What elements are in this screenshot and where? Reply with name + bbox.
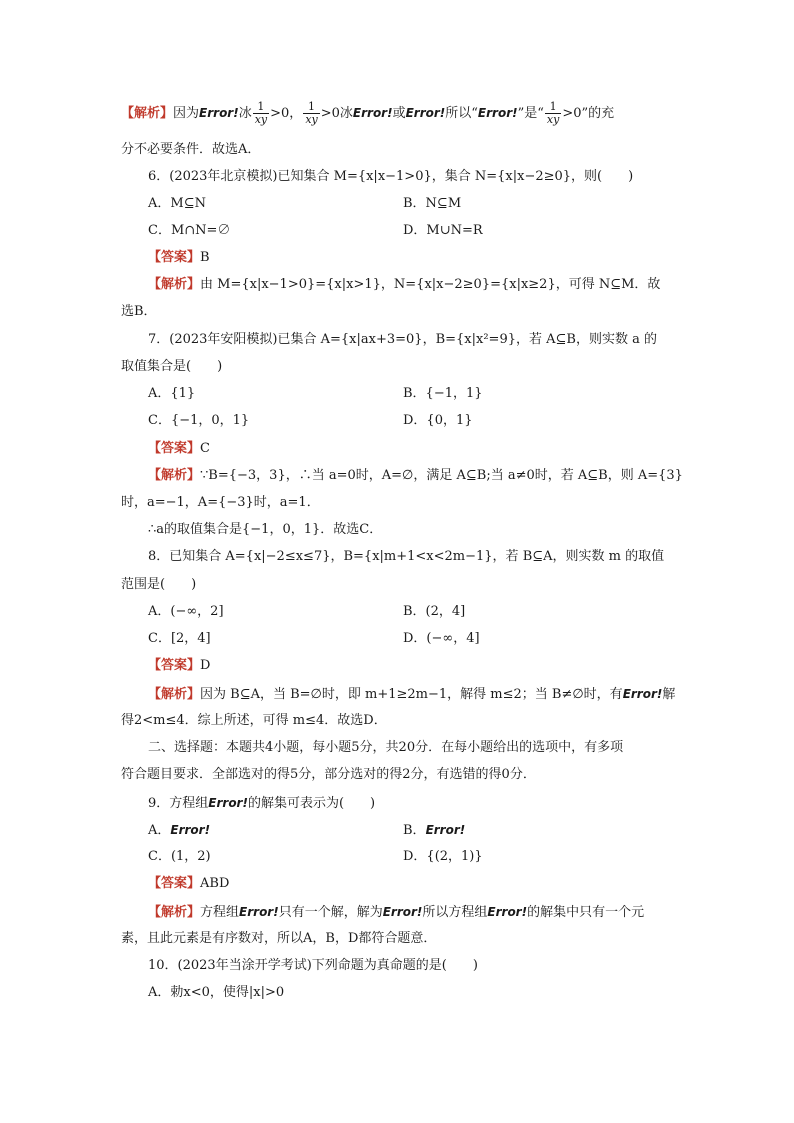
q9-option-b: B．Error!: [403, 823, 466, 838]
error-placeholder: Error!: [239, 905, 279, 919]
error-placeholder: Error!: [170, 823, 211, 837]
fraction: $\frac{1}{xy}$: [305, 100, 318, 126]
q8-answer: 【答案】D: [148, 658, 211, 673]
q7-answer: 【答案】C: [148, 441, 210, 456]
q6-option-a: A．M⊆N: [148, 196, 206, 211]
q8-stem-1: 8．已知集合 A={x|−2≤x≤7}，B={x|m+1<x<2m−1}，若 B⊆A，则实数 m 的取值: [148, 549, 665, 564]
q6-analysis-line-1: 【解析】由 M={x|x−1>0}={x|x>1}，N={x|x−2≥0}={x|x≥2}，可得 N⊆M．故: [148, 277, 661, 292]
q9-stem: 9．方程组Error!的解集可表示为( ): [148, 796, 376, 811]
error-placeholder: Error!: [425, 823, 466, 837]
error-placeholder: Error!: [477, 106, 518, 120]
q6-option-b: B．N⊆M: [403, 196, 462, 211]
q6-stem: 6．(2023年北京模拟)已知集合 M={x|x−1>0}，集合 N={x|x−2≥0}，则( ): [148, 169, 634, 184]
q5-analysis-line-2: 分不必要条件．故选A．: [121, 142, 261, 157]
q9-option-c: C．(1，2): [148, 849, 211, 864]
q7-stem-1: 7．(2023年安阳模拟)已集合 A={x|ax+3=0}，B={x|x²=9}，若 A⊆B，则实数 a 的: [148, 332, 657, 347]
analysis-tag: 【解析】: [148, 468, 201, 483]
q8-stem-2: 范围是( ): [121, 577, 197, 592]
error-placeholder: Error!: [199, 106, 239, 120]
q8-option-c: C．[2，4]: [148, 631, 211, 646]
section-2-heading-1: 二、选择题：本题共4小题，每小题5分，共20分．在每小题给出的选项中，有多项: [148, 740, 624, 755]
q9-analysis-line-2: 素，且此元素是有序数对，所以A，B，D都符合题意．: [121, 931, 437, 946]
q10-stem: 10．(2023年当涂开学考试)下列命题为真命题的是( ): [148, 958, 478, 973]
q8-analysis-line-2: 得2<m≤4．综上所述，可得 m≤4．故选D．: [121, 713, 387, 728]
error-placeholder: Error!: [487, 905, 528, 919]
q8-option-b: B．(2，4]: [403, 604, 466, 619]
q6-answer: 【答案】B: [148, 250, 210, 265]
error-placeholder: Error!: [622, 687, 663, 701]
section-2-heading-2: 符合题目要求．全部选对的得5分，部分选对的得2分，有选错的得0分．: [121, 767, 536, 782]
error-placeholder: Error!: [382, 905, 423, 919]
error-placeholder: Error!: [405, 106, 446, 120]
analysis-tag: 【解析】: [148, 687, 201, 702]
fraction: $\frac{1}{xy}$: [546, 100, 560, 126]
q7-analysis-line-3: ∴a的取值集合是{−1，0，1}．故选C．: [148, 522, 383, 537]
q7-option-c: C．{−1，0，1}: [148, 413, 250, 428]
q10-option-a: A．勅x<0，使得|x|>0: [148, 985, 285, 1000]
q8-analysis-line-1: 【解析】因为 B⊆A，当 B=∅时，即 m+1≥2m−1，解得 m≤2；当 B≠∅时，有Error!解: [148, 687, 676, 702]
q7-analysis-line-2: 时，a=−1，A={−3}时，a=1．: [121, 495, 320, 510]
fraction: $\frac{1}{xy}$: [254, 100, 268, 126]
answer-tag: 【答案】: [148, 876, 201, 891]
q8-option-a: A．(−∞，2]: [148, 604, 224, 619]
q5-analysis-line-1: 【解析】因为Error!冰 $\frac{1}{xy}$ >0， $\frac{1}{xy}$ >0冰Error!或Error!所以“Error!”是“ $\frac{1}{xy}$ >0”的充: [121, 100, 615, 126]
q9-option-a: A．Error!: [148, 823, 211, 838]
answer-tag: 【答案】: [148, 441, 201, 456]
analysis-tag: 【解析】: [148, 905, 201, 920]
q7-option-b: B．{−1，1}: [403, 386, 483, 401]
q8-option-d: D．(−∞，4]: [403, 631, 480, 646]
q9-analysis-line-1: 【解析】方程组Error!只有一个解，解为Error!所以方程组Error!的解集中只有一个元: [148, 905, 645, 920]
q9-option-d: D．{(2，1)}: [403, 849, 483, 864]
q9-answer: 【答案】ABD: [148, 876, 230, 891]
q7-analysis-line-1: 【解析】∵B={−3，3}，∴当 a=0时，A=∅，满足 A⊆B;当 a≠0时，若 A⊆B，则 A={3}: [148, 468, 683, 483]
answer-tag: 【答案】: [148, 250, 201, 265]
q6-analysis-line-2: 选B．: [121, 304, 157, 319]
q7-option-d: D．{0，1}: [403, 413, 473, 428]
error-placeholder: Error!: [352, 106, 393, 120]
q7-stem-2: 取值集合是( ): [121, 359, 223, 374]
q6-option-c: C．M∩N=∅: [148, 223, 231, 238]
analysis-tag: 【解析】: [148, 277, 201, 292]
q6-option-d: D．M∪N=R: [403, 223, 483, 238]
error-placeholder: Error!: [208, 796, 248, 810]
analysis-tag: 【解析】: [121, 106, 174, 121]
answer-tag: 【答案】: [148, 658, 201, 673]
q7-option-a: A．{1}: [148, 386, 196, 401]
